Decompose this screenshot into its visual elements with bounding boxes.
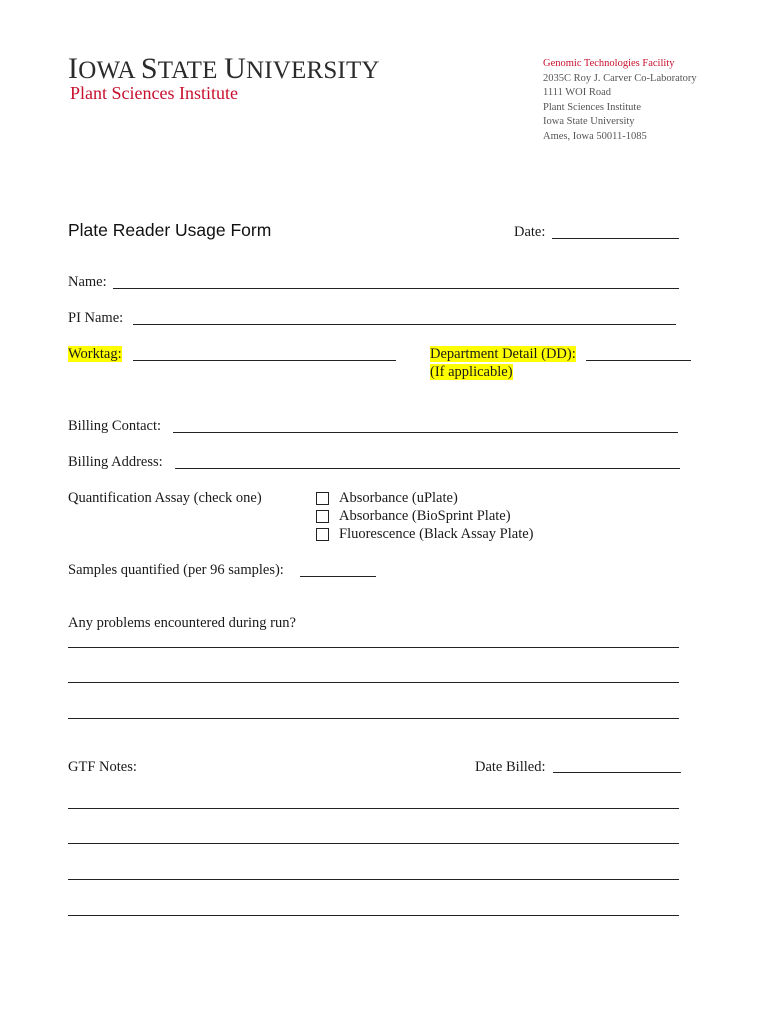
institute-name: Plant Sciences Institute [70, 83, 238, 103]
problems-line[interactable] [68, 682, 679, 683]
gtf-notes-line[interactable] [68, 808, 679, 809]
assay-options [316, 489, 533, 543]
checkbox[interactable] [316, 510, 329, 523]
form-title: Plate Reader Usage Form [68, 220, 272, 240]
billing-contact-label: Billing Contact: [68, 418, 162, 434]
gtf-notes-line[interactable] [68, 915, 679, 916]
pi-name-label: PI Name: [68, 310, 124, 326]
gtf-notes-line[interactable] [68, 843, 679, 844]
date-billed-field[interactable] [553, 772, 681, 773]
facility-name: Genomic Technologies Facility [543, 58, 675, 69]
checkbox[interactable] [316, 492, 329, 505]
department-detail-label: Department Detail (DD): [430, 346, 576, 362]
pi-name-field[interactable] [133, 324, 676, 325]
department-detail-field[interactable] [586, 360, 691, 361]
checkbox[interactable] [316, 528, 329, 541]
date-label: Date: [514, 224, 546, 240]
worktag-label: Worktag: [68, 346, 122, 362]
date-billed-label: Date Billed: [475, 759, 546, 775]
assay-option[interactable]: Fluorescence (Black Assay Plate) [316, 525, 533, 543]
billing-address-field[interactable] [175, 468, 680, 469]
billing-address-label: Billing Address: [68, 454, 163, 470]
gtf-notes-line[interactable] [68, 879, 679, 880]
address-line: 1111 WOI Road [543, 87, 612, 98]
problems-label: Any problems encountered during run? [68, 615, 296, 631]
address-line: Ames, Iowa 50011-1085 [543, 130, 647, 142]
address-line: Plant Sciences Institute [543, 101, 641, 113]
name-label: Name: [68, 274, 107, 290]
problems-line[interactable] [68, 647, 679, 648]
samples-label: Samples quantified (per 96 samples): [68, 562, 284, 578]
gtf-notes-label: GTF Notes: [68, 759, 137, 775]
university-logo: IOWA STATE UNIVERSITY [68, 52, 380, 85]
assay-option[interactable]: Absorbance (uPlate) [316, 489, 533, 507]
assay-option[interactable]: Absorbance (BioSprint Plate) [316, 507, 533, 525]
address-line: Iowa State University [543, 116, 635, 127]
facility-address [543, 57, 697, 144]
date-field[interactable] [552, 238, 679, 239]
worktag-field[interactable] [133, 360, 396, 361]
assay-label: Quantification Assay (check one) [68, 490, 262, 506]
department-detail-note: (If applicable) [430, 364, 513, 380]
problems-line[interactable] [68, 718, 679, 719]
name-field[interactable] [113, 288, 679, 289]
address-line: 2035C Roy J. Carver Co-Laboratory [543, 72, 697, 84]
billing-contact-field[interactable] [173, 432, 678, 433]
samples-field[interactable] [300, 576, 376, 577]
